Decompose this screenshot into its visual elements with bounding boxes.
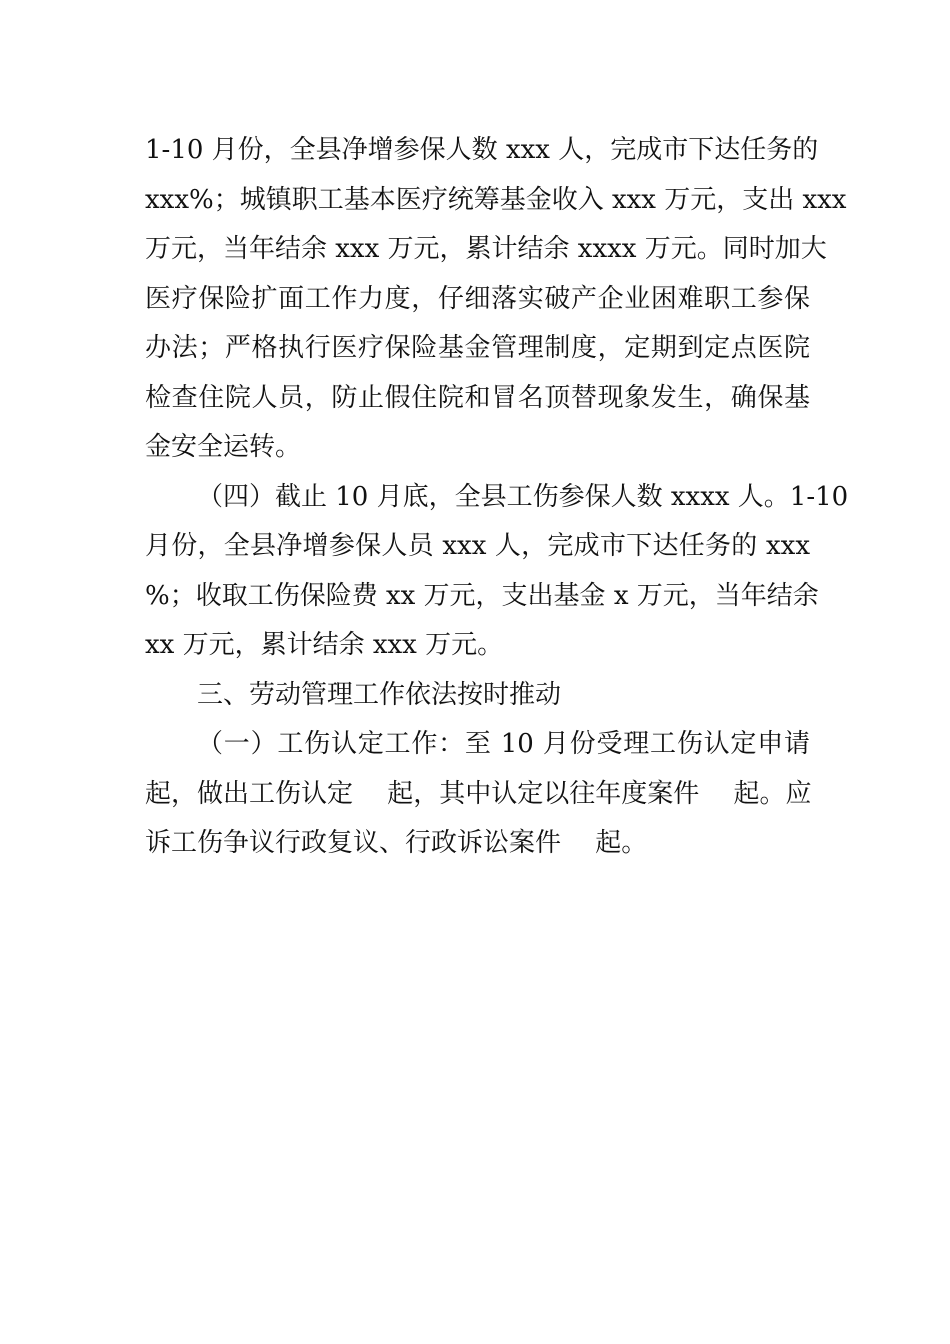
- text-line: 万元，当年结余 xxx 万元，累计结余 xxxx 万元。同时加大: [145, 234, 827, 264]
- text-line: 起，做出工伤认定 起，其中认定以往年度案件 起。应: [145, 778, 812, 809]
- text-line: xx 万元，累计结余 xxx 万元。: [145, 630, 504, 660]
- text-line: 金安全运转。: [145, 432, 302, 462]
- text-line: xxx%；城镇职工基本医疗统筹基金收入 xxx 万元，支出 xxx: [145, 184, 847, 215]
- text-line: （四）截止 10 月底，全县工伤参保人数 xxxx 人。1-10: [197, 481, 849, 512]
- paragraph-medical-insurance: [145, 126, 847, 473]
- text-line: 三、劳动管理工作依法按时推动: [197, 679, 562, 710]
- text-line: 医疗保险扩面工作力度，仔细落实破产企业困难职工参保: [145, 283, 810, 314]
- text-line: 1-10 月份，全县净增参保人数 xxx 人，完成市下达任务的: [145, 135, 819, 165]
- text-line: 检查住院人员，防止假住院和冒名顶替现象发生，确保基: [145, 382, 810, 413]
- document-body: [145, 126, 849, 869]
- text-line: 月份，全县净增参保人员 xxx 人，完成市下达任务的 xxx: [145, 531, 810, 561]
- text-line: 诉工伤争议行政复议、行政诉讼案件 起。: [145, 828, 648, 858]
- text-line: 办法；严格执行医疗保险基金管理制度，定期到定点医院: [145, 333, 810, 363]
- paragraph-work-injury-insurance: [145, 473, 849, 671]
- text-line: （一）工伤认定工作：至 10 月份受理工伤认定申请: [197, 729, 810, 759]
- text-line: %；收取工伤保险费 xx 万元，支出基金 x 万元，当年结余: [145, 580, 819, 611]
- section-heading-labor-management: [145, 671, 810, 721]
- paragraph-work-injury-identification: [145, 720, 810, 869]
